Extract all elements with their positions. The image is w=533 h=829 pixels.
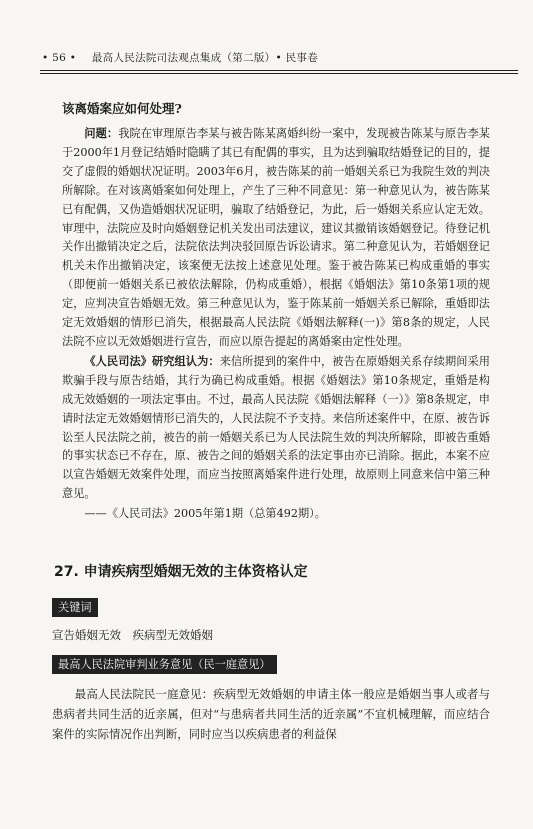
opinion-tag: 最高人民法院审判业务意见（民一庭意见） [52,655,277,674]
answer-paragraph [62,352,490,504]
source-citation: ——《人民司法》2005年第1期（总第492期）。 [84,507,326,521]
question-label: 问题： [84,126,119,140]
header-rule [40,70,518,71]
answer-text: 来信所提到的案件中，被告在原婚姻关系存续期间采用欺骗手段与原告结婚，其行为确已构成重婚。根据《婚姻法》第10条规定，重婚是构成无效婚姻的一项法定事由。不过，最高人民法院《婚姻法解释（一）》第8条规定，申请时法定无效婚姻情形已消失的，人民法院不予支持。来信所述案件中，在原、被告诉讼至人民法院之前，被告的前一婚姻关系已为人民法院生效的判决所解除，即被告重婚的事实状态已不存在，原、被告之间的婚姻关系的法定事由亦已消除。据此，本案不应以宣告婚姻无效案件处理，而应当按照离婚案件进行处理，故原则上同意来信中第三种意见。 [62,354,490,501]
running-head [42,50,512,65]
page-content [52,100,490,744]
keywords-line: 宣告婚姻无效 疾病型无效婚姻 [52,628,213,643]
page-number: • 56 • [42,52,77,64]
keywords-tag: 关键词 [52,598,98,617]
header-rule-thin [40,73,518,74]
opinion-paragraph: 最高人民法院民一庭意见：疾病型无效婚姻的申请主体一般应是婚姻当事人或者与患病者共同生活的近亲属，但对“与患病者共同生活的近亲属”不宜机械理解，而应结合案件的实际情况作出判断，同时应当以疾病患者的利益保 [52,687,490,742]
section-title: 27. 申请疾病型婚姻无效的主体资格认定 [54,564,308,581]
question-text: 我院在审理原告李某与被告陈某离婚纠纷一案中，发现被告陈某与原告李某于2000年1月登记结婚时隐瞒了其已有配偶的事实，且为达到骗取结婚登记的目的，提交了虚假的婚姻状况证明。2003年6月，被告陈某的前一婚姻关系已为我院生效的判决所解除。在对该离婚案如何处理上，产生了三种不同意见：第一种意见认为，被告陈某已有配偶，又伪造婚姻状况证明，骗取了结婚登记，为此，后一婚姻关系应认定无效。审理中，法院应及时向婚姻登记机关发出司法建议，建议其撤销该婚姻登记。待登记机关作出撤销决定之后，法院依法判决驳回原告诉讼请求。第二种意见认为，若婚姻登记机关未作出撤销决定，该案便无法按上述意见处理。鉴于被告陈某已构成重婚的事实（即便前一婚姻关系已被依法解除，仍构成重婚），根据《婚姻法》第10条第1项的规定，应判决宣告婚姻无效。第三种意见认为，鉴于陈某前一婚姻关系已解除，重婚即法定无效婚姻的情形已消失，根据最高人民法院《婚姻法解释(一)》第8条的规定，人民法院不应以无效婚姻进行宣告，而应以原告提起的离婚案由定性处理。 [62,127,490,348]
book-title: 最高人民法院司法观点集成（第二版）• 民事卷 [91,52,319,64]
question-paragraph [62,124,490,352]
answer-label: 《人民司法》研究组认为： [84,353,220,368]
question-heading: 该离婚案应如何处理? [62,101,182,116]
